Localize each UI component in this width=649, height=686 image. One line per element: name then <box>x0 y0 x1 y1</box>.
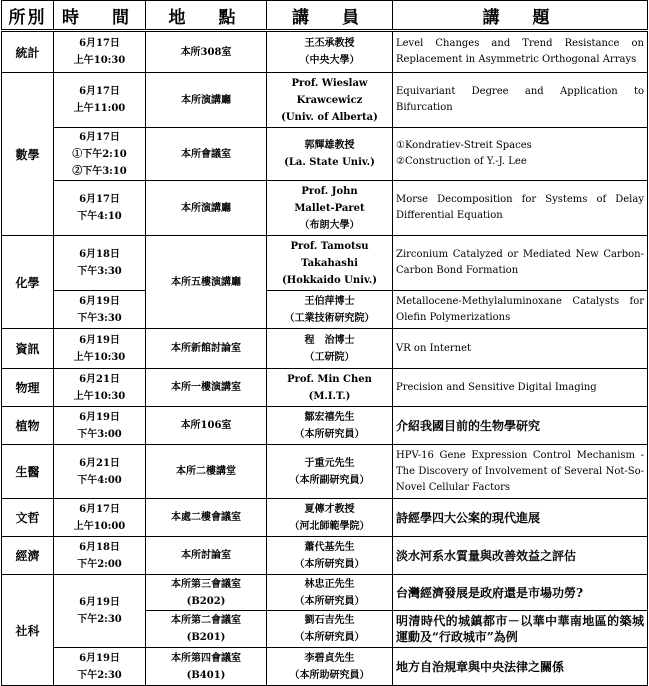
place-cell: 本所討論室 <box>146 537 267 575</box>
topic-cell: 地方自治規章與中央法律之關係 <box>393 648 648 686</box>
time-cell: 6月19日 下午3:00 <box>54 407 146 445</box>
header-topic: 講 題 <box>393 1 648 31</box>
table-row <box>2 291 648 329</box>
topic-cell: Precision and Sensitive Digital Imaging <box>393 369 648 407</box>
speaker-cell: 林忠正先生 （本所研究員） <box>267 575 393 611</box>
header-time: 時 間 <box>54 1 146 31</box>
time-cell: 6月19日 下午2:30 <box>54 648 146 686</box>
time-cell: 6月19日 上午10:30 <box>54 329 146 369</box>
speaker-cell: 王伯萍博士 （工業技術研究院） <box>267 291 393 329</box>
place-cell: 本所演講廳 <box>146 73 267 128</box>
speaker-cell: 郭輝雄教授 (La. State Univ.) <box>267 128 393 181</box>
dept-cell: 經濟 <box>2 537 54 575</box>
speaker-cell: Prof. Min Chen (M.I.T.) <box>267 369 393 407</box>
table-row <box>2 407 648 445</box>
place-cell: 本所五樓演講廳 <box>146 236 267 329</box>
table-row <box>2 329 648 369</box>
lecture-schedule-table <box>1 0 648 686</box>
time-cell: 6月17日 上午11:00 <box>54 73 146 128</box>
speaker-cell: 劉石吉先生 （本所研究員） <box>267 611 393 648</box>
time-cell: 6月21日 下午4:00 <box>54 445 146 499</box>
table-row <box>2 537 648 575</box>
place-cell: 本所二樓講堂 <box>146 445 267 499</box>
table-row <box>2 575 648 611</box>
place-cell: 本所308室 <box>146 31 267 73</box>
topic-cell: Morse Decomposition for Systems of Delay Differential Equation <box>393 181 648 236</box>
table-row <box>2 128 648 181</box>
topic-cell: 台灣經濟發展是政府還是市場功勞? <box>393 575 648 611</box>
speaker-cell: 鄒宏禧先生 （本所研究員） <box>267 407 393 445</box>
place-cell: 本所106室 <box>146 407 267 445</box>
topic-cell: ①Kondratiev-Streit Spaces ②Construction of Y.-J. Lee <box>393 128 648 181</box>
topic-cell: Metallocene-Methylaluminoxane Catalysts for Olefin Polymerizations <box>393 291 648 329</box>
place-cell: 本所演講廳 <box>146 181 267 236</box>
place-cell: 本所一樓演講室 <box>146 369 267 407</box>
place-cell: 本所第二會議室 (B201) <box>146 611 267 648</box>
table-row <box>2 31 648 73</box>
dept-cell: 物理 <box>2 369 54 407</box>
place-cell: 本所會議室 <box>146 128 267 181</box>
table-row <box>2 369 648 407</box>
topic-cell: 介紹我國目前的生物學研究 <box>393 407 648 445</box>
time-cell: 6月19日 下午2:30 <box>54 575 146 648</box>
table-row <box>2 73 648 128</box>
speaker-cell: 蕭代基先生 （本所研究員） <box>267 537 393 575</box>
table-row <box>2 236 648 291</box>
speaker-cell: 于重元先生 （本所副研究員） <box>267 445 393 499</box>
dept-cell: 化學 <box>2 236 54 329</box>
speaker-cell: Prof. Tamotsu Takahashi (Hokkaido Univ.) <box>267 236 393 291</box>
time-cell: 6月19日 下午3:30 <box>54 291 146 329</box>
header-dept: 所別 <box>2 1 54 31</box>
topic-cell: Equivariant Degree and Application to Bifurcation <box>393 73 648 128</box>
table-row <box>2 499 648 537</box>
time-cell: 6月21日 上午10:30 <box>54 369 146 407</box>
topic-cell: HPV-16 Gene Expression Control Mechanism - The Discovery of Involvement of Several Not-So-Novel Cellular Factors <box>393 445 648 499</box>
topic-cell: VR on Internet <box>393 329 648 369</box>
time-cell: 6月17日 下午4:10 <box>54 181 146 236</box>
speaker-cell: 夏傳才教授 （河北師範學院） <box>267 499 393 537</box>
topic-cell: 淡水河系水質量與改善效益之評估 <box>393 537 648 575</box>
speaker-cell: Prof. John Mallet-Paret （布朗大學） <box>267 181 393 236</box>
dept-cell: 統計 <box>2 31 54 73</box>
time-cell: 6月17日 上午10:30 <box>54 31 146 73</box>
header-place: 地 點 <box>146 1 267 31</box>
dept-cell: 植物 <box>2 407 54 445</box>
time-cell: 6月17日 ①下午2:10 ②下午3:10 <box>54 128 146 181</box>
header-speaker: 講 員 <box>267 1 393 31</box>
time-cell: 6月18日 下午2:00 <box>54 537 146 575</box>
speaker-cell: 王丕承教授 （中央大學） <box>267 31 393 73</box>
speaker-cell: Prof. Wieslaw Krawcewicz (Univ. of Alberta) <box>267 73 393 128</box>
table-row <box>2 648 648 686</box>
dept-cell: 資訊 <box>2 329 54 369</box>
place-cell: 本所第四會議室 (B401) <box>146 648 267 686</box>
place-cell: 本所新館討論室 <box>146 329 267 369</box>
topic-cell: 詩經學四大公案的現代進展 <box>393 499 648 537</box>
time-cell: 6月17日 上午10:00 <box>54 499 146 537</box>
header-row <box>2 1 648 31</box>
place-cell: 本處二樓會議室 <box>146 499 267 537</box>
table-row <box>2 445 648 499</box>
speaker-cell: 李碧貞先生 （本所助研究員） <box>267 648 393 686</box>
speaker-cell: 程 治博士 （工研院） <box>267 329 393 369</box>
place-cell: 本所第三會議室 (B202) <box>146 575 267 611</box>
time-cell: 6月18日 下午3:30 <box>54 236 146 291</box>
dept-cell: 生醫 <box>2 445 54 499</box>
topic-cell: 明清時代的城鎮都市－以華中華南地區的築城運動及“行政城市”為例 <box>393 611 648 648</box>
dept-cell: 社科 <box>2 575 54 686</box>
table-row <box>2 181 648 236</box>
topic-cell: Level Changes and Trend Resistance on Replacement in Asymmetric Orthogonal Arrays <box>393 31 648 73</box>
topic-cell: Zirconium Catalyzed or Mediated New Carbon-Carbon Bond Formation <box>393 236 648 291</box>
dept-cell: 數學 <box>2 73 54 236</box>
dept-cell: 文哲 <box>2 499 54 537</box>
